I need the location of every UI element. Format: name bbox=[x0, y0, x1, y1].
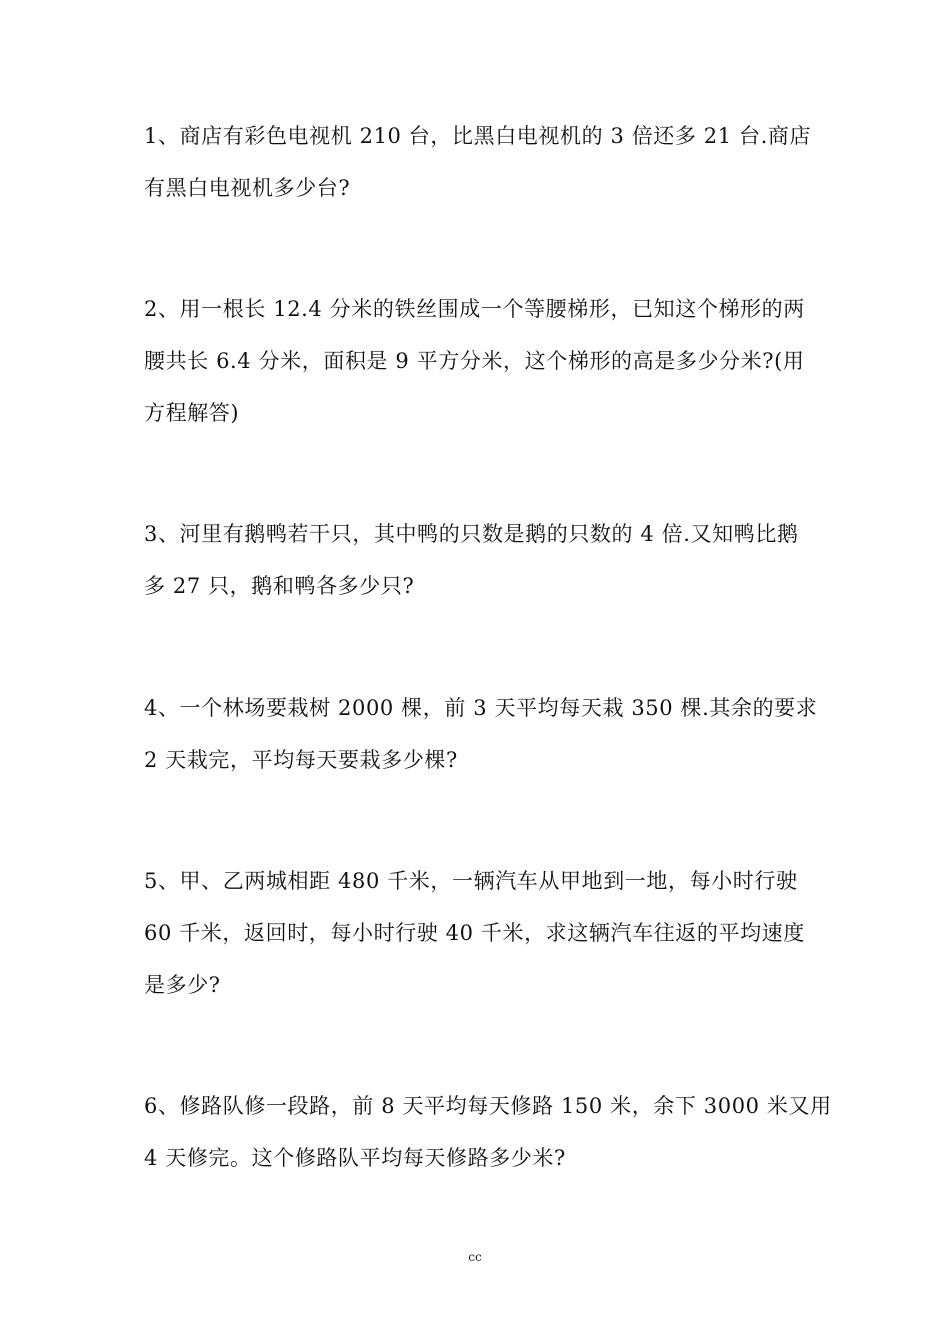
problem-2 bbox=[144, 283, 814, 439]
problem-5-line-1: 5、甲、乙两城相距 480 千米，一辆汽车从甲地到一地，每小时行驶 bbox=[144, 869, 798, 893]
problem-5 bbox=[144, 855, 814, 1011]
problem-2-line-3: 方程解答) bbox=[144, 401, 240, 425]
problem-6-line-2: 4 天修完。这个修路队平均每天修路多少米? bbox=[144, 1146, 566, 1170]
problem-1-line-2: 有黑白电视机多少台? bbox=[144, 176, 351, 200]
problem-1-line-1: 1、商店有彩色电视机 210 台，比黑白电视机的 3 倍还多 21 台.商店 bbox=[144, 124, 812, 148]
problem-4-line-2: 2 天栽完，平均每天要栽多少棵? bbox=[144, 748, 458, 772]
problem-4 bbox=[144, 682, 818, 786]
problem-3 bbox=[144, 508, 814, 612]
problem-3-line-1: 3、河里有鹅鸭若干只，其中鸭的只数是鹅的只数的 4 倍.又知鸭比鹅 bbox=[144, 522, 799, 546]
problem-5-line-2: 60 千米，返回时，每小时行驶 40 千米，求这辆汽车往返的平均速度 bbox=[144, 921, 805, 945]
problem-1 bbox=[144, 110, 814, 214]
problem-2-line-1: 2、用一根长 12.4 分米的铁丝围成一个等腰梯形，已知这个梯形的两 bbox=[144, 297, 805, 321]
problem-5-line-3: 是多少? bbox=[144, 973, 221, 997]
problem-4-line-1: 4、一个林场要栽树 2000 棵，前 3 天平均每天栽 350 棵.其余的要求 bbox=[144, 696, 818, 720]
problem-3-line-2: 多 27 只，鹅和鸭各多少只? bbox=[144, 574, 415, 598]
page-footer: cc bbox=[468, 1250, 482, 1264]
problem-2-line-2: 腰共长 6.4 分米，面积是 9 平方分米，这个梯形的高是多少分米?(用 bbox=[144, 349, 805, 373]
problem-6-line-1: 6、修路队修一段路，前 8 天平均每天修路 150 米，余下 3000 米又用 bbox=[144, 1094, 832, 1118]
problem-6 bbox=[144, 1080, 832, 1184]
